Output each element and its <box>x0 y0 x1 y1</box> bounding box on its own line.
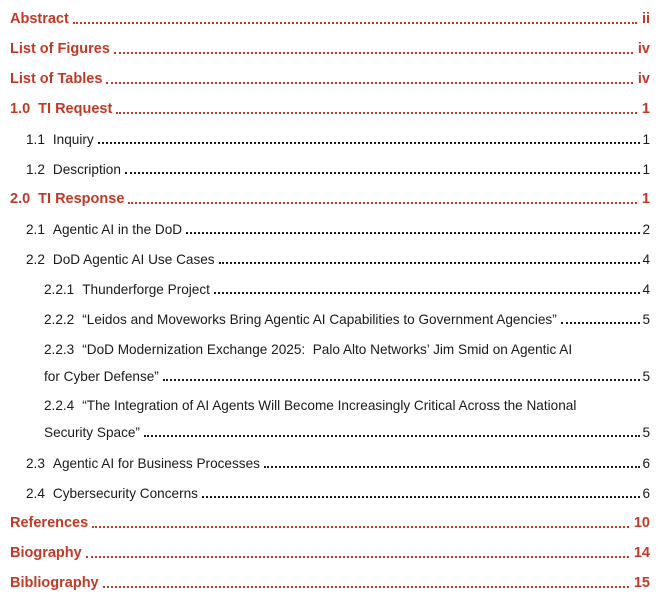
toc-entry-2-2-3-dod-modernization-exchange[interactable] <box>10 334 650 388</box>
toc-entry-line-1 <box>10 390 650 417</box>
dot-leader <box>98 142 641 144</box>
toc-entry-2-4-cybersecurity-concerns[interactable] <box>10 476 650 506</box>
dot-leader <box>92 526 629 528</box>
toc-entry-2-2-4-integration-of-ai-agents[interactable] <box>10 390 650 444</box>
dot-leader <box>202 496 640 498</box>
toc-page-number: 5 <box>642 369 650 384</box>
toc-page-number: 14 <box>633 545 650 561</box>
toc-entry-label: DoD Agentic AI Use Cases <box>52 252 215 267</box>
toc-entry-list-of-tables[interactable] <box>10 62 650 92</box>
toc-entry-line-1 <box>10 334 650 361</box>
toc-entry-number: 2.1 <box>26 222 45 237</box>
dot-leader <box>125 172 641 174</box>
toc-entry-1-0-ti-request[interactable] <box>10 92 650 122</box>
dot-leader <box>214 292 641 294</box>
toc-entry-label: TI Response <box>38 191 125 207</box>
toc-page-number: 4 <box>642 282 650 297</box>
toc-entry-2-2-1-thunderforge-project[interactable] <box>10 272 650 302</box>
dot-leader <box>163 379 641 381</box>
toc-entry-2-1-agentic-ai-in-the-dod[interactable] <box>10 212 650 242</box>
toc-entry-label: List of Tables <box>10 71 103 87</box>
toc-entry-number: 2.2.3 <box>44 342 75 357</box>
toc-page-number: ii <box>641 11 650 27</box>
toc-entry-label: TI Request <box>38 101 113 117</box>
toc-entry-number: 2.2.2 <box>44 312 75 327</box>
dot-leader <box>103 586 629 588</box>
toc-entry-number: 2.2 <box>26 252 45 267</box>
toc-page-number: 4 <box>642 252 650 267</box>
toc-entry-number: 2.2.1 <box>44 282 75 297</box>
toc-entry-bibliography[interactable] <box>10 566 650 596</box>
toc-entry-label: References <box>10 515 89 531</box>
toc-entry-label: Agentic AI in the DoD <box>52 222 183 237</box>
toc-entry-list-of-figures[interactable] <box>10 32 650 62</box>
dot-leader <box>114 52 633 54</box>
toc-entry-number: 1.1 <box>26 132 45 147</box>
toc-entry-label: Biography <box>10 545 82 561</box>
toc-entry-number: 1.0 <box>10 101 31 117</box>
toc-entry-2-0-ti-response[interactable] <box>10 182 650 212</box>
toc-entry-line-2 <box>10 417 650 444</box>
dot-leader <box>86 556 629 558</box>
toc-entry-number: 2.0 <box>10 191 31 207</box>
toc-entry-line-2 <box>10 361 650 388</box>
toc-entry-label-continued: for Cyber Defense” <box>44 369 159 384</box>
toc-entry-label: Inquiry <box>52 132 94 147</box>
toc-entry-1-1-inquiry[interactable] <box>10 122 650 152</box>
toc-entry-label: Bibliography <box>10 575 99 591</box>
toc-entry-label: List of Figures <box>10 41 110 57</box>
toc-page-number: iv <box>637 71 650 87</box>
toc-entry-label: Abstract <box>10 11 69 27</box>
toc-page-number: 1 <box>642 162 650 177</box>
toc-entry-2-2-dod-agentic-ai-use-cases[interactable] <box>10 242 650 272</box>
toc-entry-label: Description <box>52 162 121 177</box>
toc-page-number: 1 <box>641 101 650 117</box>
toc-entry-number: 1.2 <box>26 162 45 177</box>
toc-entry-references[interactable] <box>10 506 650 536</box>
toc-entry-number: 2.2.4 <box>44 398 75 413</box>
toc-entry-1-2-description[interactable] <box>10 152 650 182</box>
toc-entry-label: “DoD Modernization Exchange 2025: Palo Alto Networks’ Jim Smid on Agentic AI <box>82 342 573 357</box>
toc-entry-number: 2.4 <box>26 486 45 501</box>
dot-leader <box>561 322 641 324</box>
toc-entry-label: “Leidos and Moveworks Bring Agentic AI Capabilities to Government Agencies” <box>82 312 557 327</box>
toc-entry-2-3-agentic-ai-for-business-processes[interactable] <box>10 446 650 476</box>
toc-page-number: 1 <box>642 132 650 147</box>
toc-page-number: 5 <box>642 425 650 440</box>
toc-entry-label-continued: Security Space” <box>44 425 140 440</box>
dot-leader <box>264 466 641 468</box>
dot-leader <box>144 435 640 437</box>
toc-entry-label: Cybersecurity Concerns <box>52 486 198 501</box>
dot-leader <box>219 262 641 264</box>
dot-leader <box>116 112 637 114</box>
dot-leader <box>128 202 637 204</box>
toc-page-number: 1 <box>641 191 650 207</box>
toc-page-number: 10 <box>633 515 650 531</box>
toc-page-number: 2 <box>642 222 650 237</box>
toc-entry-2-2-2-leidos-moveworks[interactable] <box>10 302 650 332</box>
toc-entry-abstract[interactable] <box>10 2 650 32</box>
toc-page-number: 6 <box>642 486 650 501</box>
toc-entry-biography[interactable] <box>10 536 650 566</box>
toc-entry-label: Agentic AI for Business Processes <box>52 456 260 471</box>
dot-leader <box>73 22 637 24</box>
toc-page-number: iv <box>637 41 650 57</box>
toc-page-number: 5 <box>642 312 650 327</box>
toc-page-number: 15 <box>633 575 650 591</box>
toc-page-number: 6 <box>642 456 650 471</box>
dot-leader <box>106 82 633 84</box>
toc-entry-number: 2.3 <box>26 456 45 471</box>
toc-entry-label: Thunderforge Project <box>82 282 210 297</box>
dot-leader <box>186 232 640 234</box>
toc-entry-label: “The Integration of AI Agents Will Become Increasingly Critical Across the National <box>82 398 577 413</box>
